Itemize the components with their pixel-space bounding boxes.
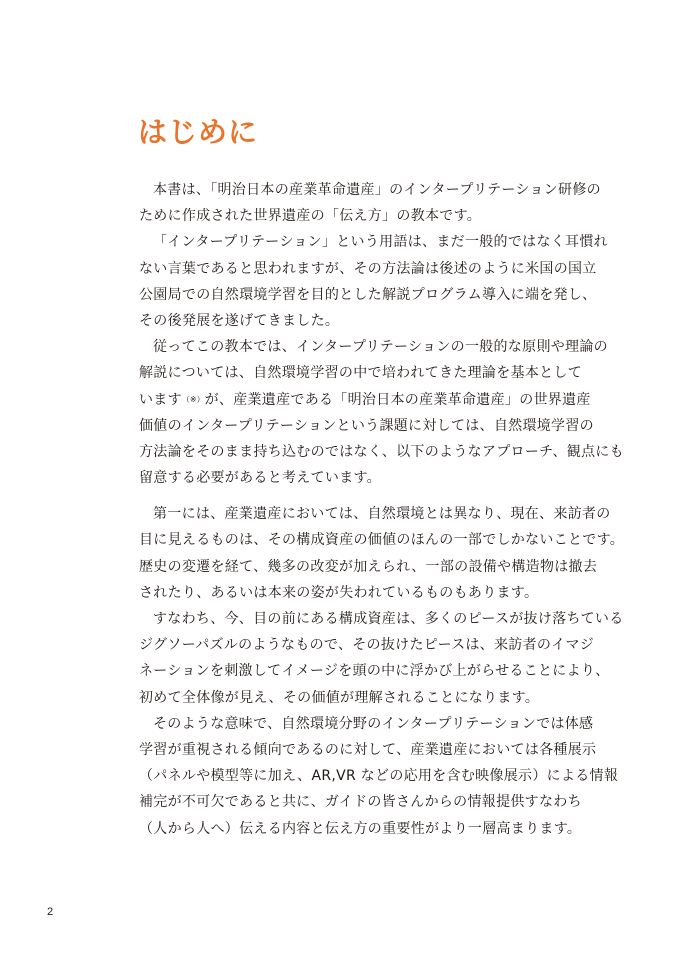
section-gap: [139, 491, 621, 501]
paragraph-4-line-3: 歴史の変遷を経て、幾多の改変が加えられ、一部の設備や構造物は撤去: [139, 558, 598, 575]
paragraph-3-line-4: 価値のインタープリテーションという課題に対しては、自然環境学習の: [139, 417, 594, 434]
paragraph-5-line-1: すなわち、今、目の前にある構成資産は、多くのピースが抜け落ちている: [153, 611, 624, 627]
note-mark: （※）: [181, 394, 205, 404]
paragraph-6-line-2: 学習が重視される傾向であるのに対して、産業遺産においては各種展示: [139, 741, 597, 758]
paragraph-4-line-2: 目に見えるものは、その構成資産の価値のほんの一部でしかないことです。: [139, 532, 625, 549]
paragraph-5-line-3: ネーションを刺激してイメージを頭の中に浮かび上がらせることにより、: [139, 663, 610, 680]
paragraph-2-line-2: ない言葉であると思われますが、その方法論は後述のように米国の国立: [139, 260, 597, 277]
paragraph-3-line-1: 従ってこの教本では、インタープリテーションの一般的な原則や理論の: [153, 339, 608, 356]
paragraph-1-line-2: ために作成された世界遺産の「伝え方」の教本です。: [139, 208, 482, 225]
paragraph-3-line-5: 方法論をそのまま持ち込むのではなく、以下のようなアプローチ、観点にも: [139, 443, 624, 460]
paragraph-6-line-3: （パネルや模型等に加え、AR,VR などの応用を含む映像展示）による情報: [139, 768, 619, 785]
paragraph-1-line-1: 本書は、「明治日本の産業革命遺産」のインタープリテーション研修の: [153, 182, 601, 198]
paragraph-2-line-4: その後発展を遂げてきました。: [139, 312, 340, 329]
paragraph-6-line-4: 補完が不可欠であると共に、ガイドの皆さんからの情報提供すなわち: [139, 794, 582, 811]
paragraph-6-line-5: （人から人へ）伝える内容と伝え方の重要性がより一層高まります。: [139, 820, 582, 837]
paragraph-2-line-1: 「インタープリテーション」という用語は、まだ一般的ではなく耳慣れ: [153, 234, 608, 251]
paragraph-3-line-6: 留意する必要があると考えています。: [139, 470, 381, 487]
paragraph-3-line-3: [139, 387, 621, 413]
paragraph-4-line-1: 第一には、産業遺産においては、自然環境とは異なり、現在、来訪者の: [153, 506, 611, 523]
paragraph-3-line-3-prefix: います: [139, 391, 182, 408]
paragraph-4-line-4: されたり、あるいは本来の姿が失われているものもあります。: [139, 584, 539, 601]
paragraph-3-line-3-rest: が、産業遺産である「明治日本の産業革命遺産」の世界遺産: [204, 391, 591, 408]
paragraph-5-line-4: 初めて全体像が見え、その価値が理解されることになります。: [139, 689, 540, 706]
paragraph-2-line-3: 公園局での自然環境学習を目的とした解説プログラム導入に端を発し、: [139, 286, 597, 303]
body-text: [139, 177, 625, 842]
paragraph-3-line-2: 解説については、自然環境学習の中で培われてきた理論を基本として: [139, 365, 583, 382]
paragraph-5-line-2: ジグソーパズルのようなもので、その抜けたピースは、来訪者のイマジ: [139, 637, 595, 654]
paragraph-6-line-1: そのような意味で、自然環境分野のインタープリテーションでは体感: [153, 715, 594, 732]
page-title: はじめに: [138, 115, 259, 149]
page-number: 2: [47, 906, 54, 918]
